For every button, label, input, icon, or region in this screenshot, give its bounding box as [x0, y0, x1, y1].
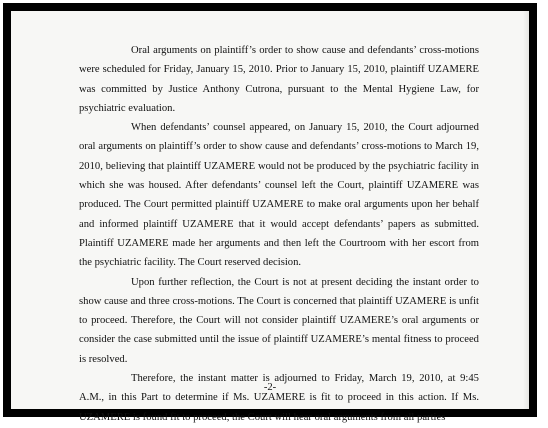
document-body — [79, 41, 479, 427]
paragraph-scheduling: Oral arguments on plaintiff’s order to show cause and defendants’ cross-motions were scheduled for Friday, January 15, 2010. Prior to January 15, 2010, plaintiff UZAMERE was committed by Justice Anthony Cutrona, pursuant to the Mental Hygiene Law, for psychiatric evaluation. — [79, 45, 479, 114]
document-frame — [3, 3, 537, 423]
document-page — [11, 11, 529, 423]
paragraph-order: Therefore, the instant matter is adjourned to Friday, March 19, 2010, at 9:45 A.M., in this Part to determine if Ms. UZAMERE is fit to proceed in this action. If Ms. UZAMERE is found fit to proceed, the Court will hear oral arguments from all parties — [79, 373, 479, 423]
paragraph-adjournment: When defendants’ counsel appeared, on January 15, 2010, the Court adjourned oral arguments on plaintiff’s order to show cause and defendants’ cross-motions to March 19, 2010, believing that plaintiff UZAMERE would not be produced by the psychiatric facility in which she was housed. After defendants’ counsel left the Court, plaintiff UZAMERE was produced. The Court permitted plaintiff UZAMERE to make oral arguments upon her behalf and informed plaintiff UZAMERE that it would accept defendants’ papers as submitted. Plaintiff UZAMERE made her arguments and then left the Courtroom with her escort from the psychiatric facility. The Court reserved decision. — [79, 122, 479, 269]
paragraph-reflection: Upon further reflection, the Court is not at present deciding the instant order to show cause and three cross-motions. The Court is concerned that plaintiff UZAMERE is unfit to proceed. Therefore, the Court will not consider plaintiff UZAMERE’s oral arguments or consider the case submitted until the issue of plaintiff UZAMERE’s mental fitness to proceed is resolved. — [79, 276, 479, 365]
page-number: -2- — [263, 382, 277, 393]
page-edge-shadow — [523, 11, 529, 409]
